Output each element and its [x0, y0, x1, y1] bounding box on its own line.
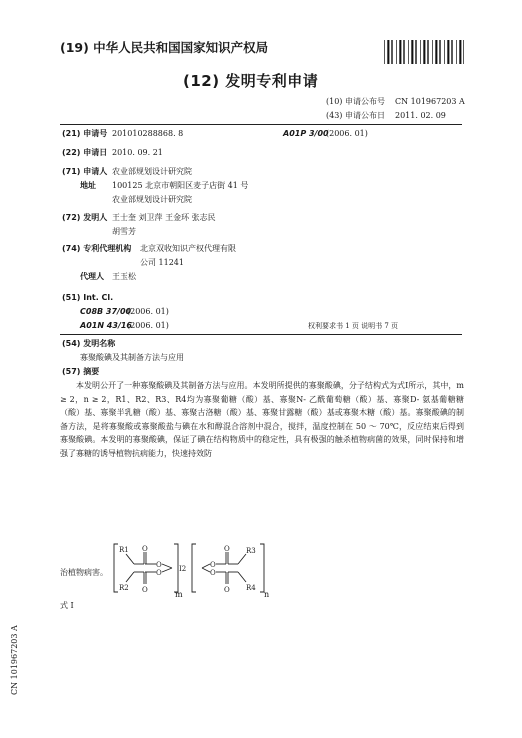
barcode-bar	[451, 40, 452, 64]
pub-no-label: (10) 申请公布号	[326, 97, 385, 106]
formula-o-left-lower: O	[156, 569, 162, 577]
side-publication-number	[8, 585, 22, 695]
ipc-1-year: (2006. 01)	[127, 307, 169, 316]
barcode-bar	[384, 40, 385, 64]
formula-n: n	[264, 590, 270, 598]
structural-formula	[112, 540, 272, 598]
formula-o-right-upper: O	[210, 561, 216, 569]
biblio-rule	[60, 334, 462, 335]
barcode-bar	[432, 40, 433, 64]
address-line-1: 100125 北京市朝阳区麦子店街 41 号	[112, 181, 249, 190]
barcode-bar	[420, 40, 421, 64]
app-no-label: (21) 申请号	[62, 129, 108, 138]
agency-label: (74) 专利代理机构	[62, 244, 132, 253]
formula-o-top-left: O	[142, 545, 148, 553]
formula-o-left-upper: O	[156, 561, 162, 569]
agency-line-2: 公司 11241	[140, 258, 184, 267]
abstract-text: 本发明公开了一种寡聚酸碘及其制备方法与应用。本发明所提供的寡聚酸碘，分子结构式为式I所示，其中，m ≥ 2，n ≥ 2，R1、R2、R3、R4均为寡聚葡糖（酸）基、寡聚N- 乙酰葡萄糖（酸）基、寡聚D- 氨基葡糖糖（酸）基、寡聚半乳糖（酸）基、寡聚古洛糖（酸）基、寡聚甘露糖（酸）基或寡聚木糖（酸）基。寡聚酸碘的制备方法，是将寡聚酸或寡聚酸盐与碘在水和醇混合溶剂中混合，搅拌，温度控制在 50 ～ 70℃，反应结束后得到寡聚酸碘。本发明的寡聚酸碘，保证了碘在结构物质中的稳定性，具有极强的触杀植物病菌的效果，同时保持和增强了寡糖的诱导植物抗病能力，快速持效防	[60, 381, 464, 458]
formula-o-bottom-left: O	[142, 586, 148, 594]
barcode-bar	[415, 40, 416, 64]
agency-line-1: 北京双收知识产权代理有限	[140, 244, 236, 253]
formula-o-top-right: O	[224, 545, 230, 553]
ipc-top-year: (2006. 01)	[326, 129, 368, 138]
barcode-bar	[427, 40, 428, 64]
agent: 王玉松	[112, 272, 136, 281]
barcode-bar	[411, 40, 413, 64]
applicant: 农业部规划设计研究院	[112, 167, 192, 176]
agent-label: 代理人	[80, 272, 104, 281]
app-no: 201010288868. 8	[112, 129, 184, 138]
barcode-bar	[387, 40, 389, 64]
formula-caption: 式 I	[60, 601, 74, 610]
barcode-bar	[391, 40, 392, 64]
abstract-body	[60, 379, 464, 460]
invention-title: 寡聚酸碘及其制备方法与应用	[80, 353, 184, 362]
address-line-2: 农业部规划设计研究院	[112, 195, 192, 204]
formula-o-right-lower: O	[210, 569, 216, 577]
header-rule	[60, 124, 462, 125]
barcode-bar	[423, 40, 425, 64]
barcode-bar	[396, 40, 397, 64]
pub-no: CN 101967203 A	[395, 97, 465, 106]
inventors-line-2: 胡雪芳	[112, 227, 136, 236]
formula-r1: R1	[119, 546, 129, 554]
formula-r2: R2	[119, 584, 129, 592]
barcode-bar	[456, 40, 457, 64]
formula-m: m	[175, 590, 183, 598]
page-counts: 权利要求书 1 页 说明书 7 页	[308, 322, 399, 330]
ipc-top-code: A01P 3/00	[283, 129, 329, 138]
filing-date-label: (22) 申请日	[62, 148, 108, 157]
inventor-label: (72) 发明人	[62, 213, 108, 222]
title-label: (54) 发明名称	[62, 339, 116, 348]
barcode-bar	[463, 40, 464, 64]
barcode-bar	[399, 40, 401, 64]
abstract-label: (57) 摘要	[62, 367, 100, 376]
barcode-bar	[447, 40, 449, 64]
formula-iodine: I2	[179, 565, 187, 573]
office-name: (19) 中华人民共和国国家知识产权局	[60, 40, 269, 55]
barcode-bar	[444, 40, 445, 64]
pub-date: 2011. 02. 09	[395, 111, 446, 120]
barcode	[384, 40, 464, 64]
ipc-2-year: (2006. 01)	[127, 321, 169, 330]
int-cl-label: (51) Int. Cl.	[62, 293, 114, 302]
applicant-label: (71) 申请人	[62, 167, 108, 176]
ipc-2-code: A01N 43/16	[80, 321, 132, 330]
filing-date: 2010. 09. 21	[112, 148, 163, 157]
inventors-line-1: 王士奎 刘卫萍 王金环 张志民	[112, 213, 216, 222]
document-type: (12) 发明专利申请	[183, 72, 319, 90]
formula-r4: R4	[246, 584, 256, 592]
barcode-bar	[403, 40, 404, 64]
side-number-text: CN 101967203 A	[10, 625, 19, 695]
formula-r3: R3	[246, 547, 256, 555]
address-label: 地址	[80, 181, 96, 190]
abstract-tail: 治植物病害。	[60, 568, 108, 577]
barcode-bar	[459, 40, 461, 64]
ipc-1-code: C08B 37/00	[80, 307, 132, 316]
formula-o-bottom-right: O	[224, 586, 230, 594]
barcode-bar	[408, 40, 409, 64]
pub-date-label: (43) 申请公布日	[326, 111, 385, 120]
barcode-bar	[439, 40, 440, 64]
barcode-bar	[435, 40, 437, 64]
